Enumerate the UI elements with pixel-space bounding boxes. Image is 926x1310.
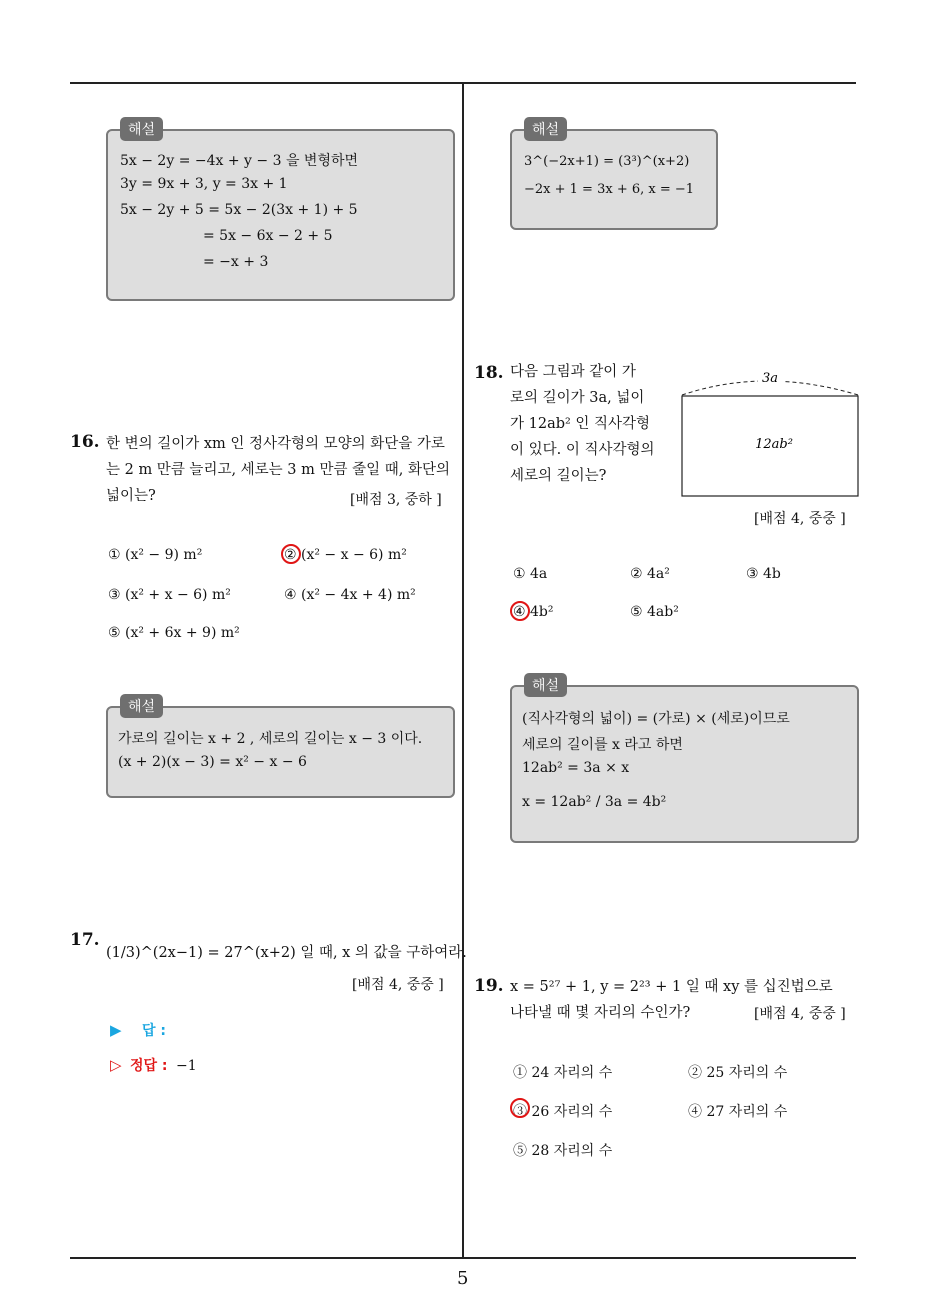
points-label: [배점 4, 중중 ] [352, 977, 444, 993]
question-line: 가 12ab² 인 직사각형 [510, 416, 651, 432]
question-line: 는 2 m 만큼 늘리고, 세로는 3 m 만큼 줄일 때, 화단의 [106, 462, 450, 478]
question-line: 한 변의 길이가 xm 인 정사각형의 모양의 화단을 가로 [106, 436, 445, 452]
correct-label: 정답 : [130, 1058, 168, 1074]
bottom-rule [70, 1257, 856, 1259]
solution-line: −2x + 1 = 3x + 6, x = −1 [524, 182, 695, 197]
choice-1[interactable]: ① 4a [513, 566, 548, 582]
question-number-17: 17. [70, 930, 100, 950]
solution-line: (x + 2)(x − 3) = x² − x − 6 [118, 754, 307, 770]
outline-arrow-icon: ▷ [110, 1056, 122, 1074]
solution-line: 5x − 2y = −4x + y − 3 을 변형하면 [120, 153, 359, 169]
solution-tag: 해설 [120, 694, 163, 718]
choice-2[interactable]: ② 25 자리의 수 [688, 1065, 788, 1081]
solution-tag: 해설 [524, 673, 567, 697]
answer-mark-circle [510, 601, 530, 621]
width-label: 3a [761, 371, 779, 386]
answer-mark-circle [281, 544, 301, 564]
points-label: [배점 4, 중중 ] [754, 1006, 846, 1022]
solution-box-17 [510, 129, 718, 230]
points-label: [배점 4, 중중 ] [754, 511, 846, 527]
rectangle-figure [670, 365, 870, 500]
area-label: 12ab² [755, 437, 793, 452]
question-number-16: 16. [70, 432, 100, 452]
solution-line: (직사각형의 넓이) = (가로) × (세로)이므로 [522, 711, 790, 727]
choice-2[interactable]: ② (x² − x − 6) m² [284, 547, 407, 563]
column-divider [462, 84, 464, 1258]
choice-4[interactable]: ④ (x² − 4x + 4) m² [284, 587, 416, 603]
question-line: 나타낼 때 몇 자리의 수인가? [510, 1005, 691, 1021]
choice-3[interactable]: ③ 4b [746, 566, 781, 582]
choice-1[interactable]: ① 24 자리의 수 [513, 1065, 613, 1081]
answer-mark-circle [510, 1098, 530, 1118]
solution-line: x = 12ab² / 3a = 4b² [522, 794, 667, 810]
question-line: 로의 길이가 3a, 넓이 [510, 390, 645, 406]
solution-tag: 해설 [524, 117, 567, 141]
solution-box-16 [106, 706, 455, 798]
question-line: x = 5²⁷ + 1, y = 2²³ + 1 일 때 xy 를 십진법으로 [510, 979, 833, 995]
solution-line: 5x − 2y + 5 = 5x − 2(3x + 1) + 5 [120, 202, 358, 218]
points-label: [배점 3, 중하 ] [350, 492, 442, 508]
question-text-18 [510, 359, 655, 489]
choice-5[interactable]: ⑤ 28 자리의 수 [513, 1143, 613, 1159]
question-line: 다음 그림과 같이 가 [510, 364, 636, 380]
solution-line: = −x + 3 [203, 254, 269, 270]
choice-4[interactable]: ④ 27 자리의 수 [688, 1104, 788, 1120]
choice-1[interactable]: ① (x² − 9) m² [108, 547, 203, 563]
question-line: 넓이는? [106, 488, 156, 504]
solution-line: 세로의 길이를 x 라고 하면 [522, 737, 683, 753]
play-arrow-icon: ▶ [110, 1021, 122, 1039]
solution-line: 3y = 9x + 3, y = 3x + 1 [120, 176, 288, 192]
answer-label: 답 : [142, 1023, 166, 1039]
choice-4[interactable]: ④ 4b² [513, 604, 554, 620]
choice-3[interactable]: ③ 26 자리의 수 [513, 1104, 613, 1120]
question-line: 세로의 길이는? [510, 468, 607, 484]
solution-line: 가로의 길이는 x + 2 , 세로의 길이는 x − 3 이다. [118, 731, 423, 747]
answer-row [110, 1020, 166, 1040]
question-number-18: 18. [474, 363, 504, 383]
solution-tag: 해설 [120, 117, 163, 141]
question-text-17: (1/3)^(2x−1) = 27^(x+2) 일 때, x 의 값을 구하여라. [106, 945, 467, 961]
choice-3[interactable]: ③ (x² + x − 6) m² [108, 587, 231, 603]
solution-line: 3^(−2x+1) = (3³)^(x+2) [524, 154, 690, 169]
solution-line: = 5x − 6x − 2 + 5 [203, 228, 333, 244]
choice-2[interactable]: ② 4a² [630, 566, 670, 582]
choice-5[interactable]: ⑤ 4ab² [630, 604, 679, 620]
choice-5[interactable]: ⑤ (x² + 6x + 9) m² [108, 625, 240, 641]
solution-line: 12ab² = 3a × x [522, 760, 630, 776]
correct-value: −1 [175, 1058, 197, 1074]
question-number-19: 19. [474, 976, 504, 996]
page-number: 5 [457, 1268, 469, 1289]
correct-answer-row [110, 1055, 197, 1075]
question-line: 이 있다. 이 직사각형의 [510, 442, 655, 458]
